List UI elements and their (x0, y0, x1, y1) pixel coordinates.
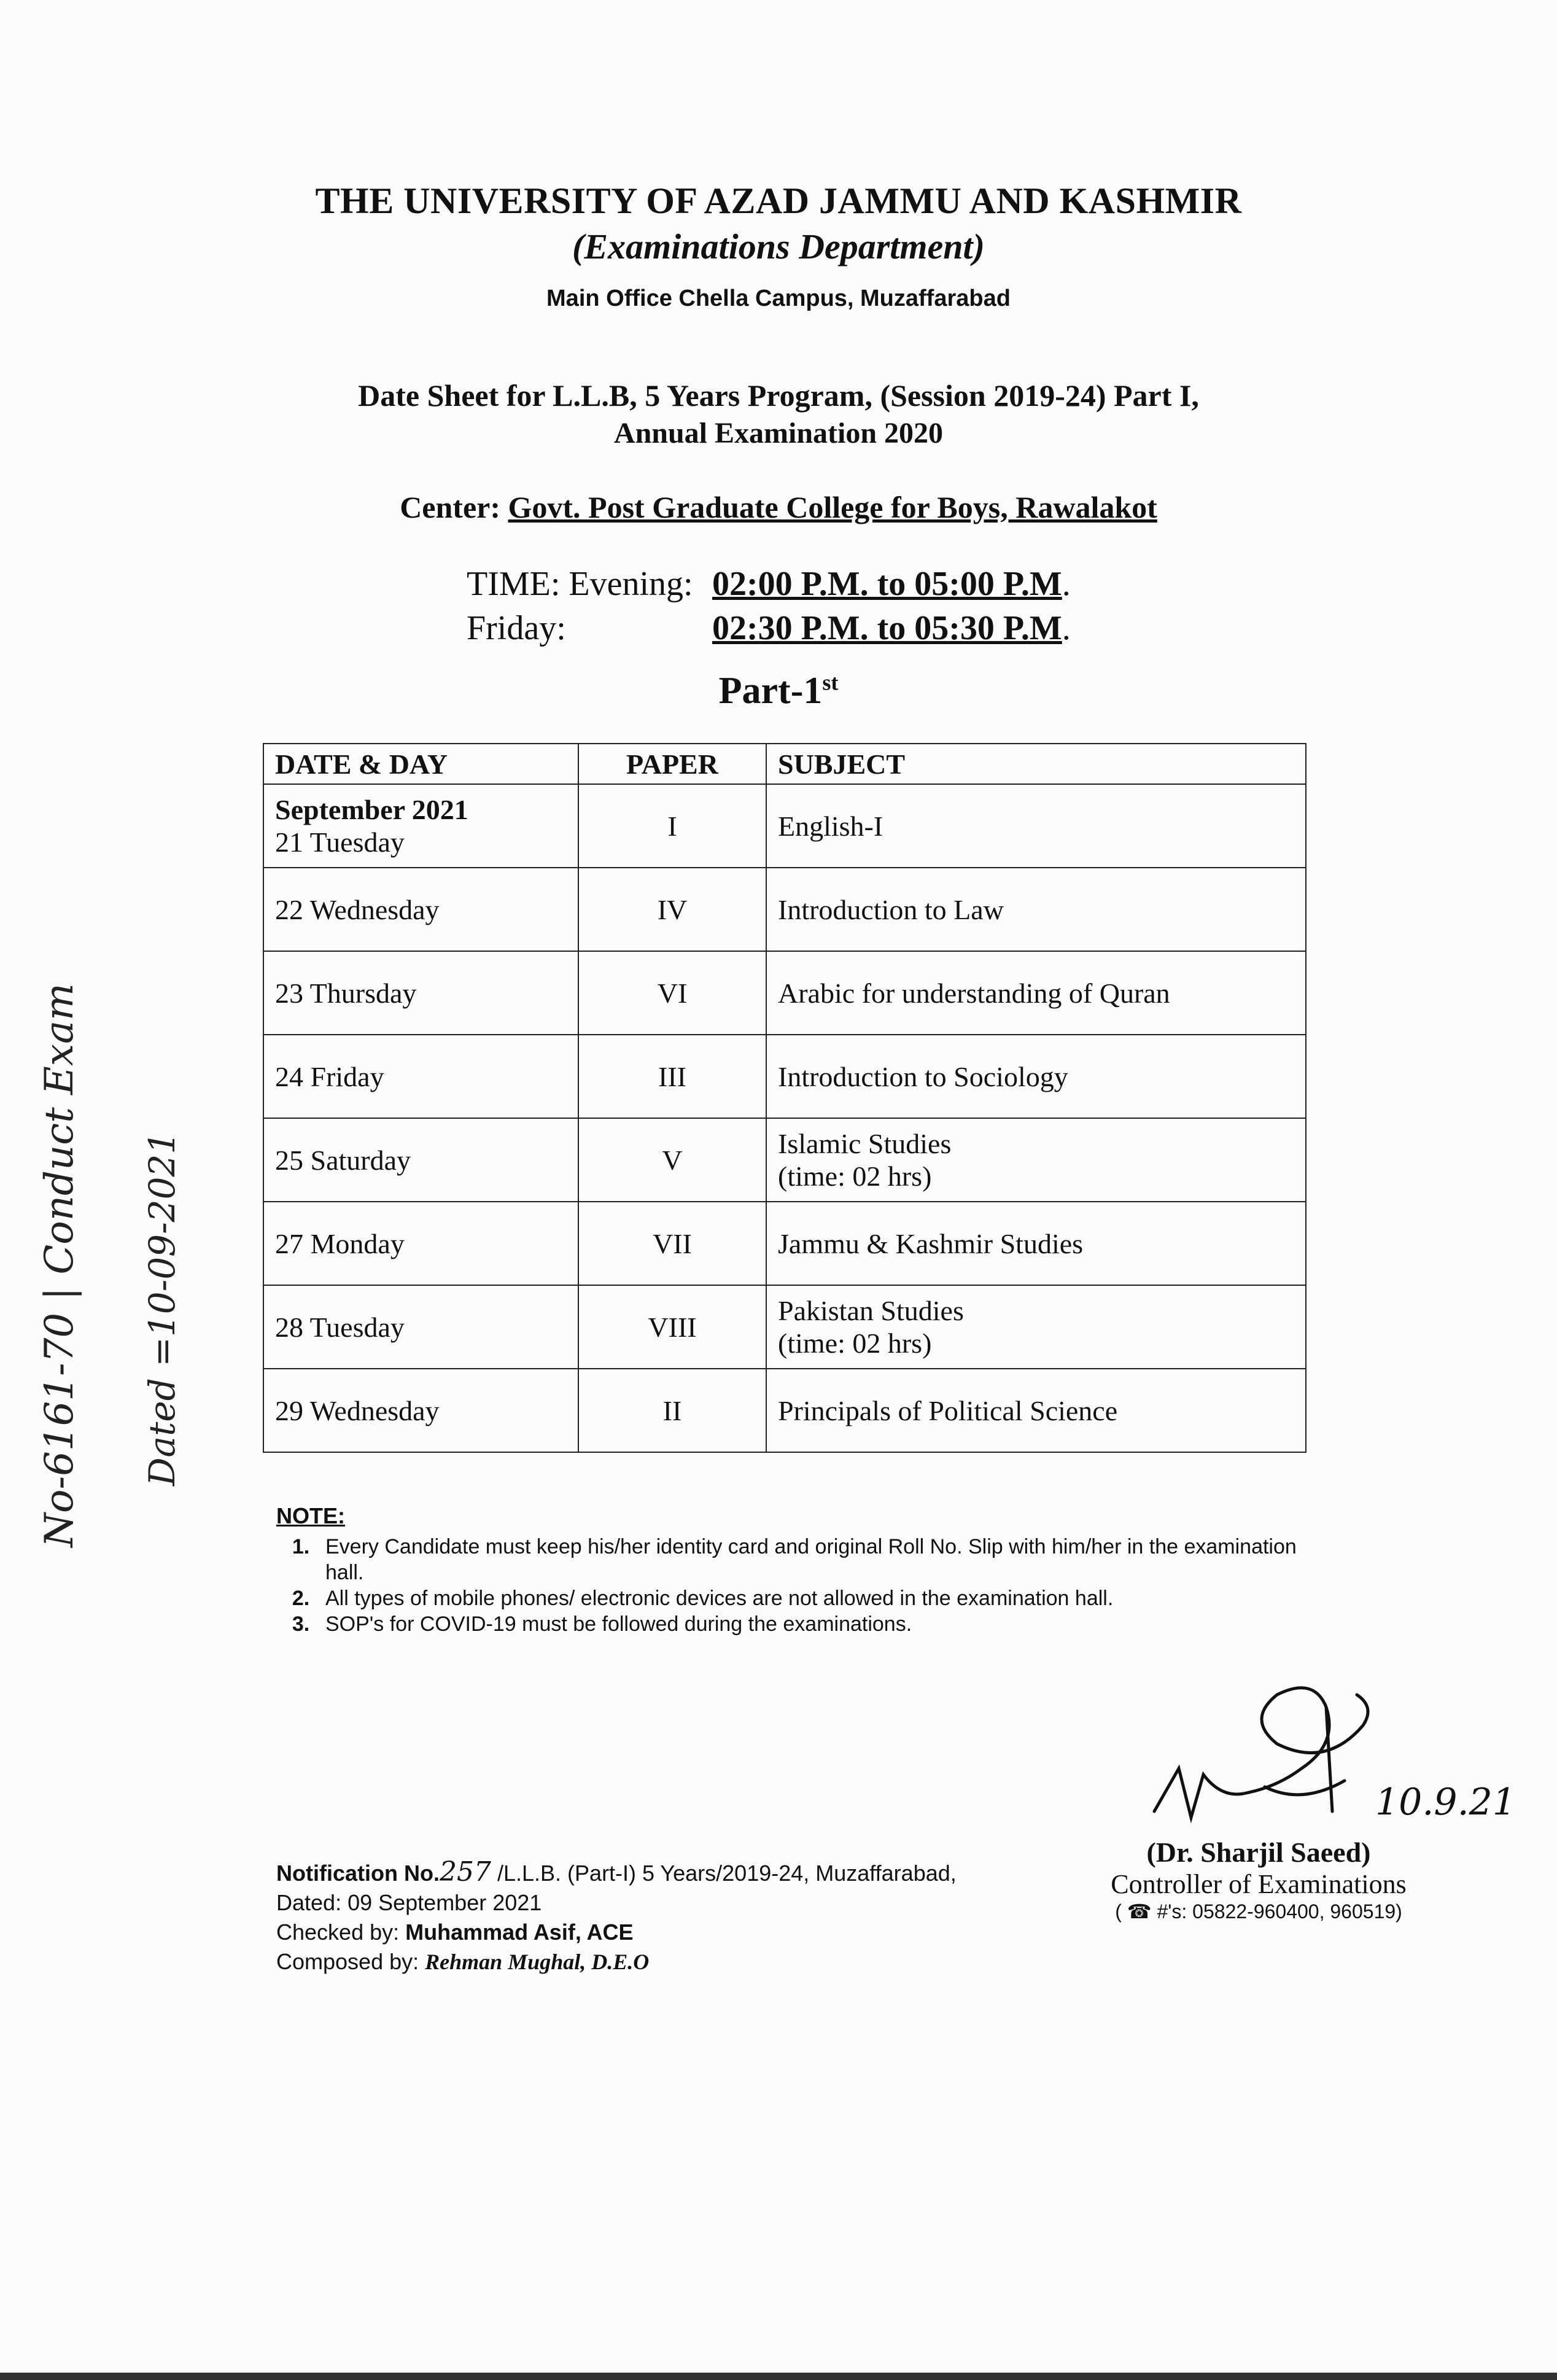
table-row (263, 1202, 1306, 1285)
list-item: 1. Every Candidate must keep his/her identity card and original Roll No. Slip with him/her in the examination hall. (292, 1535, 1297, 1584)
notification-rest: /L.L.B. (Part-I) 5 Years/2019-24, Muzaffarabad, (497, 1861, 957, 1886)
day-cell: 25 Saturday (263, 1118, 578, 1202)
table-row (263, 1369, 1306, 1452)
center-name: Govt. Post Graduate College for Boys, Rawalakot (508, 490, 1157, 524)
paper-cell: III (578, 1035, 766, 1118)
table-row (263, 951, 1306, 1035)
notes-title: NOTE: (276, 1503, 345, 1528)
friday-value: 02:30 P.M. to 05:30 P.M (712, 609, 1062, 647)
office-address: Main Office Chella Campus, Muzaffarabad (546, 286, 1011, 311)
part-heading: Part-1st (718, 670, 839, 712)
day-cell: 29 Wednesday (263, 1369, 578, 1452)
composed-label: Composed by: (276, 1949, 419, 1974)
datesheet-title: Date Sheet for L.L.B, 5 Years Program, (Session 2019-24) Part I, (358, 378, 1199, 413)
header-paper: PAPER (578, 744, 766, 784)
department-title: (Examinations Department) (572, 227, 985, 266)
time-label: TIME: Evening: (467, 565, 693, 603)
notification-label: Notification No. (276, 1861, 440, 1886)
notification-block (276, 1857, 957, 1977)
center-label: Center: (400, 490, 500, 524)
paper-cell: I (578, 784, 766, 868)
controller-name: (Dr. Sharjil Saeed) (1146, 1837, 1371, 1868)
paper-cell: VIII (578, 1285, 766, 1369)
subject-note: (time: 02 hrs) (778, 1161, 932, 1192)
day-cell: 22 Wednesday (263, 868, 578, 951)
table-row (263, 1118, 1306, 1202)
table-row (263, 868, 1306, 951)
list-item: 3. SOP's for COVID-19 must be followed during the examinations. (292, 1612, 912, 1636)
subject-cell: Principals of Political Science (766, 1369, 1306, 1452)
day-cell: 28 Tuesday (263, 1285, 578, 1369)
scan-edge (0, 2373, 1557, 2380)
paper-cell: IV (578, 868, 766, 951)
signature-date: 10.9.21 (1375, 1781, 1516, 1824)
exam-center (0, 489, 1557, 525)
subject-cell: Arabic for understanding of Quran (766, 951, 1306, 1035)
handwritten-margin-note: No-6161-70 | Conduct Exam (37, 983, 82, 1547)
header-subject: SUBJECT (766, 744, 1306, 784)
table-row (263, 1035, 1306, 1118)
date-sheet-table (263, 743, 1307, 1453)
table-row (263, 784, 1306, 868)
time-value: 02:00 P.M. to 05:00 P.M (712, 565, 1062, 603)
notification-date: Dated: 09 September 2021 (276, 1890, 542, 1915)
notification-number: 257 (439, 1856, 491, 1888)
checked-by: Muhammad Asif, ACE (405, 1919, 634, 1945)
checked-label: Checked by: (276, 1919, 400, 1945)
subject-cell: Introduction to Sociology (766, 1035, 1306, 1118)
day-cell: 27 Monday (263, 1202, 578, 1285)
day-cell: 21 Tuesday (275, 826, 405, 858)
subject-cell: Jammu & Kashmir Studies (766, 1202, 1306, 1285)
controller-title: Controller of Examinations (1111, 1869, 1407, 1899)
month-label: September 2021 (275, 794, 468, 825)
handwritten-margin-date: Dated =10-09-2021 (141, 1131, 183, 1486)
notes-section (276, 1503, 1338, 1637)
composed-by: Rehman Mughal, D.E.O (425, 1950, 650, 1974)
table-row (263, 1285, 1306, 1369)
day-cell: 24 Friday (263, 1035, 578, 1118)
paper-cell: II (578, 1369, 766, 1452)
timing-block: TIME: Evening: 02:00 P.M. to 05:00 P.M . Friday: 02:30 P.M. to 05:30 P.M . (467, 562, 1071, 650)
subject-cell: English-I (766, 784, 1306, 868)
university-title: THE UNIVERSITY OF AZAD JAMMU AND KASHMIR (315, 181, 1242, 221)
paper-cell: V (578, 1118, 766, 1202)
subject-note: (time: 02 hrs) (778, 1328, 932, 1359)
controller-block (1068, 1836, 1449, 1923)
exam-title: Annual Examination 2020 (613, 417, 944, 449)
day-cell: 23 Thursday (263, 951, 578, 1035)
list-item: 2. All types of mobile phones/ electronic devices are not allowed in the examination hall. (292, 1587, 1114, 1610)
subject-cell: Islamic Studies (time: 02 hrs) (766, 1118, 1306, 1202)
subject-cell: Pakistan Studies (time: 02 hrs) (766, 1285, 1306, 1369)
controller-phone: ( ☎ #'s: 05822-960400, 960519) (1115, 1900, 1402, 1923)
friday-label: Friday: (467, 609, 566, 647)
paper-cell: VII (578, 1202, 766, 1285)
header-date: DATE & DAY (263, 744, 578, 784)
subject-cell: Introduction to Law (766, 868, 1306, 951)
paper-cell: VI (578, 951, 766, 1035)
